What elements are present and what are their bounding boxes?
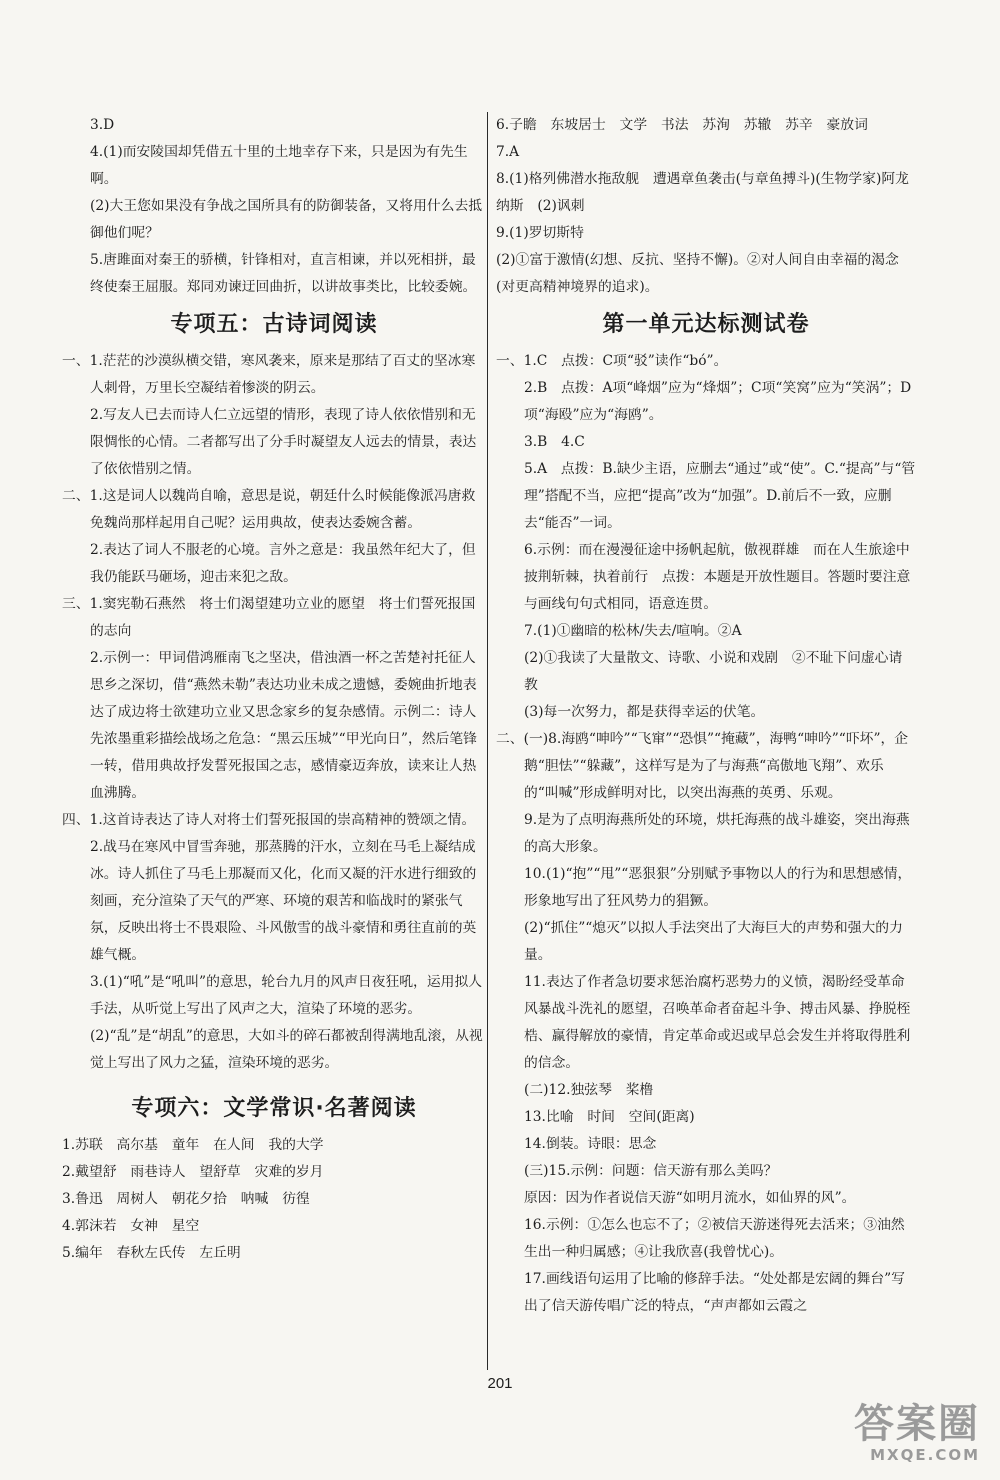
answer-line: 2.战马在寒风中冒雪奔驰，那蒸腾的汗水，立刻在马毛上凝结成冰。诗人抓住了马毛上那凝而又化，化而又凝的汗水进行细致的刻画，充分渲染了天气的严寒、环境的艰苦和临战时的紧张气氛，反映出将士不畏艰险、斗风傲雪的战斗豪情和勇往直前的英雄气概。 bbox=[90, 839, 477, 963]
watermark-url: MXQE.COM bbox=[870, 1446, 980, 1464]
answer-line: 二、(一)8.海鸥“呻吟”“飞窜”“恐惧”“掩藏”，海鸭“呻吟”“吓坏”，企鹅“胆怯”“躲藏”，这样写是为了与海燕“高傲地飞翔”、欢乐的“叫喊”形成鲜明对比，以突出海燕的英勇、乐观。 bbox=[496, 731, 909, 801]
answer-line: 一、1.茫茫的沙漠纵横交错，寒风袭来，原来是那结了百丈的坚冰寒人刺骨，万里长空凝结着惨淡的阴云。 bbox=[62, 353, 476, 396]
right-column bbox=[496, 112, 916, 1320]
unit-test-answers bbox=[496, 348, 916, 1320]
answer-line: 5.编年 春秋左氏传 左丘明 bbox=[62, 1245, 241, 1261]
answer-line: 10.(1)“抱”“甩”“恶狠狠”分别赋予事物以人的行为和思想感情，形象地写出了狂风势力的猖獗。 bbox=[524, 866, 912, 909]
answer-line: 二、1.这是词人以魏尚自喻，意思是说，朝廷什么时候能像派冯唐救免魏尚那样起用自己呢？运用典故，使表达委婉含蓄。 bbox=[62, 488, 476, 531]
section-six-title: 专项六：文学常识·名著阅读 bbox=[131, 1096, 417, 1121]
answer-line: (2)大王您如果没有争战之国所具有的防御装备，又将用什么去抵御他们呢？ bbox=[90, 198, 483, 241]
left-column bbox=[62, 112, 486, 1267]
answer-line: 3.B 4.C bbox=[524, 434, 585, 450]
section-five-answers bbox=[62, 348, 486, 1077]
answer-line: 11.表达了作者急切要求惩治腐朽恶势力的义愤，渴盼经受革命风暴战斗洗礼的愿望，召唤革命者奋起斗争、搏击风暴、挣脱桎梏、赢得解放的豪情，肯定革命或迟或早总会发生并将取得胜利的信念。 bbox=[524, 974, 911, 1071]
answer-line: 4.郭沫若 女神 星空 bbox=[62, 1218, 200, 1234]
column-divider bbox=[487, 112, 488, 1370]
answer-line: 6.子瞻 东坡居士 文学 书法 苏洵 苏辙 苏辛 豪放词 bbox=[496, 117, 868, 133]
answer-line: 四、1.这首诗表达了诗人对将士们誓死报国的崇高精神的赞颂之情。 bbox=[62, 812, 476, 828]
left-answers-top bbox=[62, 112, 486, 301]
answer-line: 2.表达了词人不服老的心境。言外之意是：我虽然年纪大了，但我仍能跃马砸场，迎击来犯之敌。 bbox=[90, 542, 476, 585]
answer-line: 5.唐雎面对秦王的骄横，针锋相对，直言相谏，并以死相拼，最终使秦王屈服。郑同劝谏迂回曲折，以讲故事类比，比较委婉。 bbox=[90, 252, 477, 295]
answer-line: 2.B 点拨：A项“峰烟”应为“烽烟”；C项“笑窝”应为“笑涡”；D项“海殴”应为“海鸥”。 bbox=[524, 380, 912, 423]
answer-line: 2.写友人已去而诗人仁立远望的情形，表现了诗人依依惜别和无限惆怅的心情。二者都写出了分手时凝望友人远去的情景，表达了依依惜别之情。 bbox=[90, 407, 477, 477]
unit-test-title: 第一单元达标测试卷 bbox=[602, 312, 810, 337]
answer-line: (2)“抓住”“熄灭”以拟人手法突出了大海巨大的声势和强大的力量。 bbox=[524, 920, 903, 963]
answer-line: 8.(1)格列佛潜水拖敌舰 遭遇章鱼袭击(与章鱼搏斗)(生物学家)阿龙纳斯 (2)讽刺 bbox=[496, 171, 909, 214]
watermark-logo bbox=[854, 1402, 980, 1464]
answer-line: 三、1.窦宪勒石燕然 将士们渴望建功立业的愿望 将士们誓死报国的志向 bbox=[62, 596, 476, 639]
answer-line: 3.(1)“吼”是“吼叫”的意思，轮台九月的风声日夜狂吼，运用拟人手法，从听觉上写出了风声之大，渲染了环境的恶劣。 bbox=[90, 974, 483, 1017]
answer-line: 6.示例：而在漫漫征途中扬帆起航，傲视群雄 而在人生旅途中披荆斩棘，执着前行 点拨：本题是开放性题目。答题时要注意与画线句句式相同，语意连贯。 bbox=[524, 542, 911, 612]
answer-line: 原因：因为作者说信天游“如明月流水，如仙界的风”。 bbox=[524, 1190, 856, 1206]
answer-line: 17.画线语句运用了比喻的修辞手法。“处处都是宏阔的舞台”写出了信天游传唱广泛的特点，“声声都如云霞之 bbox=[524, 1271, 905, 1314]
answer-line: (2)①富于激情(幻想、反抗、坚持不懈)。②对人间自由幸福的渴念(对更高精神境界的追求)。 bbox=[496, 252, 899, 295]
answer-line: (2)“乱”是“胡乱”的意思，大如斗的碎石都被刮得满地乱滚，从视觉上写出了风力之猛，渲染环境的恶劣。 bbox=[90, 1028, 483, 1071]
answer-line: 一、1.C 点拨：C项“驳”读作“bó”。 bbox=[496, 353, 728, 369]
answer-line: (二)12.独弦琴 桨橹 bbox=[524, 1082, 654, 1098]
answer-line: 7.A bbox=[496, 144, 520, 160]
answer-line: 7.(1)①幽暗的松林/失去/喧响。②A bbox=[524, 623, 742, 639]
answer-line: 16.示例：①怎么也忘不了；②被信天游迷得死去活来；③油然生出一种归属感；④让我欣喜(我曾忧心)。 bbox=[524, 1217, 905, 1260]
answer-line: 2.示例一：甲词借鸿雁南飞之坚决，借浊酒一杯之苦楚衬托征人思乡之深切，借“燕然未勒”表达功业未成之遗憾，委婉曲折地表达了成边将士欲建功立业又思念家乡的复杂感情。示例二：诗人先浓墨重彩描绘战场之危急：“黑云压城”“甲光向日”，然后笔锋一转，借用典故抒发誓死报国之志，感情豪迈奔放，读来让人热血沸腾。 bbox=[90, 650, 477, 801]
answer-line: (2)①我读了大量散文、诗歌、小说和戏剧 ②不耻下问虚心请教 bbox=[524, 650, 903, 693]
answer-line: 3.D bbox=[90, 117, 115, 133]
watermark-text: 答案圈 bbox=[854, 1401, 980, 1447]
answer-line: 1.苏联 高尔基 童年 在人间 我的大学 bbox=[62, 1137, 324, 1153]
answer-line: 5.A 点拨：B.缺少主语，应删去“通过”或“使”。C.“提高”与“管理”搭配不当，应把“提高”改为“加强”。D.前后不一致，应删去“能否”一词。 bbox=[524, 461, 916, 531]
answer-line: 13.比喻 时间 空间(距离) bbox=[524, 1109, 695, 1125]
answer-line: 14.倒装。诗眼：思念 bbox=[524, 1136, 657, 1152]
answer-line: 9.是为了点明海燕所处的环境，烘托海燕的战斗雄姿，突出海燕的高大形象。 bbox=[524, 812, 910, 855]
answer-line: (三)15.示例：问题：信天游有那么美吗？ bbox=[524, 1163, 778, 1179]
section-six-answers bbox=[62, 1132, 486, 1267]
answer-line: 9.(1)罗切斯特 bbox=[496, 225, 584, 241]
answer-line: (3)每一次努力，都是获得幸运的伏笔。 bbox=[524, 704, 765, 720]
answer-line: 4.(1)而安陵国却凭借五十里的土地幸存下来，只是因为有先生啊。 bbox=[90, 144, 468, 187]
page-number: 201 bbox=[487, 1375, 513, 1392]
right-answers-top bbox=[496, 112, 916, 301]
answer-line: 3.鲁迅 周树人 朝花夕拾 呐喊 彷徨 bbox=[62, 1191, 310, 1207]
section-five-title: 专项五：古诗词阅读 bbox=[170, 312, 378, 337]
answer-line: 2.戴望舒 雨巷诗人 望舒草 灾难的岁月 bbox=[62, 1164, 324, 1180]
